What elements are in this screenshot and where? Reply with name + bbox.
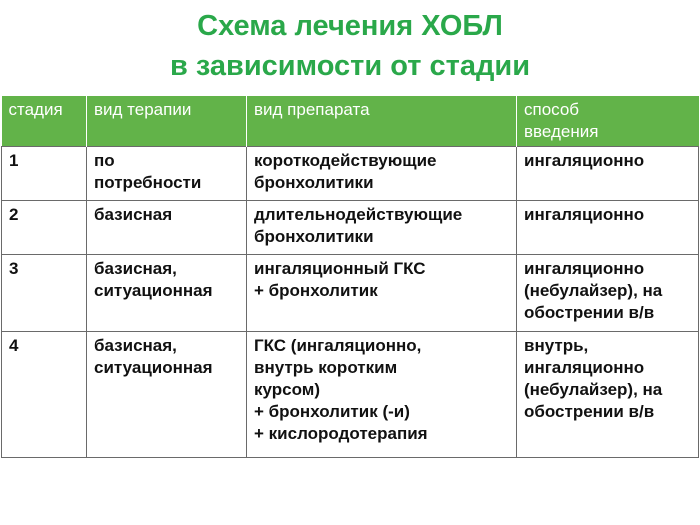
cell-therapy: [87, 147, 247, 201]
cell-drug: [247, 255, 517, 332]
cell-line: бронхолитики: [254, 173, 374, 192]
cell-line: по: [94, 151, 115, 170]
cell-line: ингаляционный ГКС: [254, 259, 426, 278]
cell-stage: 1: [2, 147, 87, 201]
cell-drug: [247, 332, 517, 458]
slide-title: [0, 6, 700, 86]
cell-line: бронхолитики: [254, 227, 374, 246]
cell-line: базисная,: [94, 259, 177, 278]
title-line-2: в зависимости от стадии: [169, 50, 531, 82]
cell-line: (небулайзер), на: [524, 380, 663, 399]
cell-line: ситуационная: [94, 358, 213, 377]
cell-line: ингаляционно: [524, 151, 645, 170]
cell-line: ингаляционно: [524, 205, 645, 224]
treatment-table: [1, 96, 699, 458]
cell-therapy: [87, 201, 247, 255]
cell-line: + кислородотерапия: [254, 424, 428, 443]
cell-drug: [247, 147, 517, 201]
header-line: способ: [524, 100, 580, 119]
cell-line: потребности: [94, 173, 202, 192]
header-route: [517, 96, 699, 147]
cell-line: (небулайзер), на: [524, 281, 663, 300]
cell-line: длительнодействующие: [254, 205, 463, 224]
title-line-1: Схема лечения ХОБЛ: [197, 10, 503, 42]
cell-line: + бронхолитик: [254, 281, 378, 300]
cell-line: базисная,: [94, 336, 177, 355]
cell-line: ситуационная: [94, 281, 213, 300]
cell-route: [517, 201, 699, 255]
header-drug-type: [247, 96, 517, 147]
cell-route: [517, 255, 699, 332]
header-line: введения: [524, 122, 599, 141]
cell-line: ГКС (ингаляционно,: [254, 336, 422, 355]
header-therapy-type: [87, 96, 247, 147]
table-row: [2, 201, 699, 255]
cell-stage: 2: [2, 201, 87, 255]
cell-line: ингаляционно: [524, 358, 645, 377]
cell-stage: 4: [2, 332, 87, 458]
cell-line: обострении в/в: [524, 402, 655, 421]
header-line: вид препарата: [254, 100, 370, 119]
header-line: вид терапии: [94, 100, 192, 119]
cell-line: курсом): [254, 380, 320, 399]
cell-therapy: [87, 255, 247, 332]
cell-line: обострении в/в: [524, 303, 655, 322]
table-header-row: [2, 96, 699, 147]
table-row: [2, 255, 699, 332]
cell-line: ингаляционно: [524, 259, 645, 278]
header-stage: [2, 96, 87, 147]
cell-stage: 3: [2, 255, 87, 332]
cell-line: короткодействующие: [254, 151, 437, 170]
cell-route: [517, 147, 699, 201]
cell-line: внутрь,: [524, 336, 589, 355]
cell-line: внутрь коротким: [254, 358, 398, 377]
table-row: [2, 332, 699, 458]
table-row: [2, 147, 699, 201]
cell-drug: [247, 201, 517, 255]
header-line: стадия: [8, 100, 63, 119]
cell-therapy: [87, 332, 247, 458]
cell-line: базисная: [94, 205, 173, 224]
cell-route: [517, 332, 699, 458]
cell-line: + бронхолитик (-и): [254, 402, 410, 421]
